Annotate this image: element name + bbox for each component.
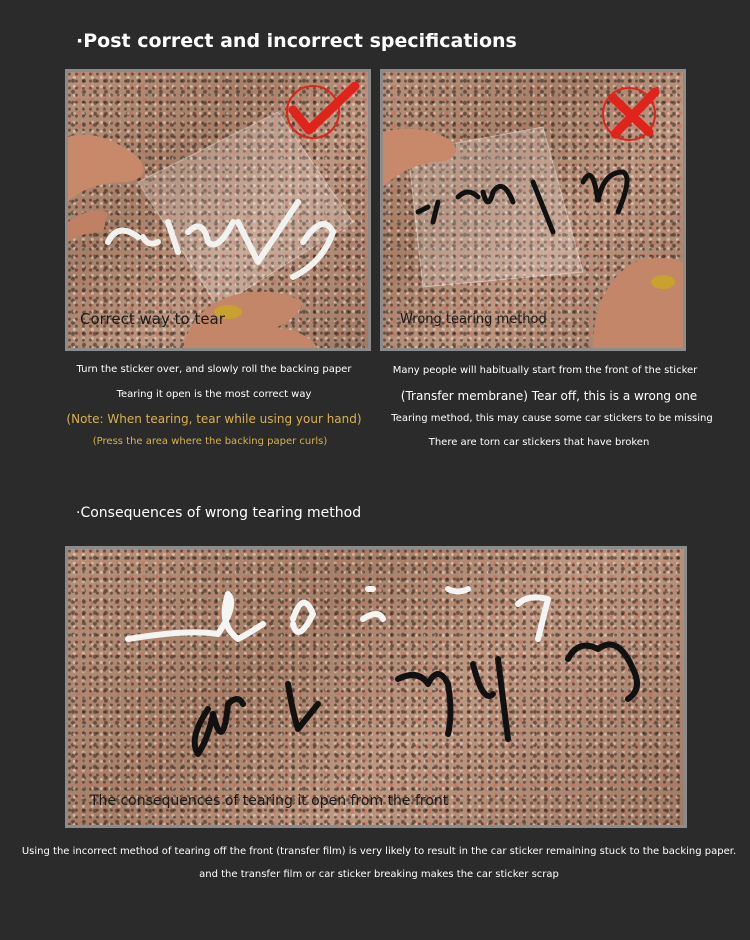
caption-consequence: The consequences of tearing it open from the front — [90, 793, 449, 809]
correct-note-line-2: (Press the area where the backing paper curls) — [92, 436, 328, 447]
wrong-desc-line-1: Many people will habitually start from the front of the sticker — [392, 365, 698, 376]
photo-wrong-tearing — [380, 69, 686, 351]
correct-desc-line-1: Turn the sticker over, and slowly roll the backing paper — [76, 364, 352, 375]
check-mark-icon — [281, 82, 361, 142]
correct-desc-line-2: Tearing it open is the most correct way — [116, 389, 312, 400]
correct-note-line-1: (Note: When tearing, tear while using your hand) — [66, 412, 362, 426]
caption-wrong: Wrong tearing method — [400, 312, 547, 327]
wrong-desc-line-4: There are torn car stickers that have broken — [428, 437, 650, 448]
wrong-desc-line-3: Tearing method, this may cause some car stickers to be missing — [391, 413, 713, 424]
consequence-desc-line-1: Using the incorrect method of tearing off the front (transfer film) is very likely to result in the car sticker remaining stuck to the backing paper. — [21, 846, 737, 857]
section-title-consequences: ·Consequences of wrong tearing method — [76, 505, 362, 521]
photo-consequences — [65, 546, 687, 828]
photo-correct-tearing — [65, 69, 371, 351]
caption-correct: Correct way to tear — [80, 310, 225, 328]
section-title-specifications: ·Post correct and incorrect specifications — [76, 30, 517, 52]
wrong-desc-line-2: (Transfer membrane) Tear off, this is a wrong one — [400, 389, 698, 403]
cross-mark-icon — [597, 84, 677, 144]
consequence-desc-line-2: and the transfer film or car sticker breaking makes the car sticker scrap — [199, 869, 559, 880]
